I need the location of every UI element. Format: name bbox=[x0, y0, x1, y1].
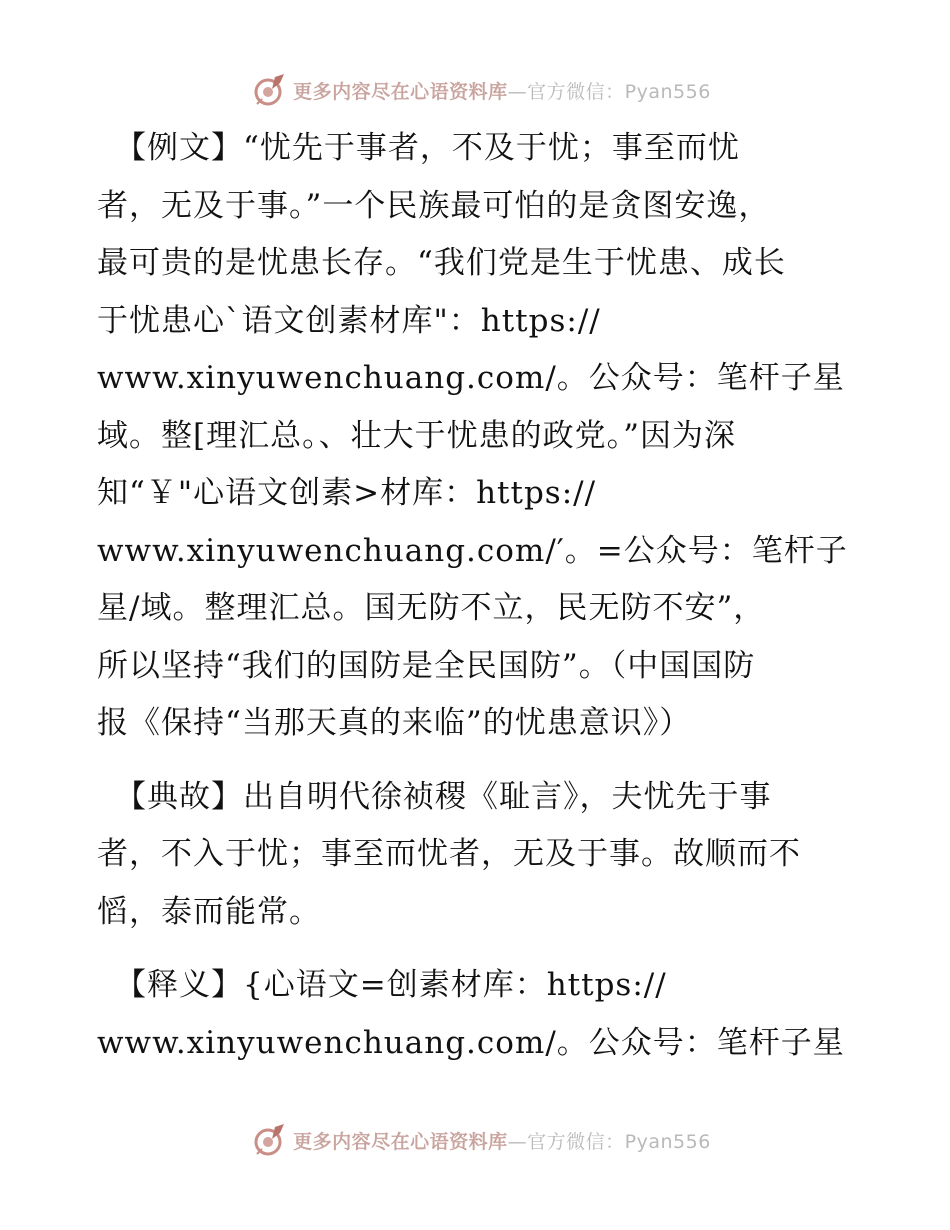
brush-logo-icon bbox=[253, 73, 287, 107]
document-body bbox=[97, 120, 857, 1072]
header-banner-inner bbox=[253, 73, 711, 107]
text-line: 者，无及于事。”一个民族最可怕的是贪图安逸， bbox=[97, 187, 771, 224]
text-line: 知“￥"心语文创素>材库：https:// bbox=[97, 475, 597, 511]
text-line: 者，不入于忧；事至而忧者，无及于事。故顺而不 bbox=[97, 836, 801, 872]
footer-banner-inner bbox=[253, 1123, 711, 1157]
meaning-paragraph bbox=[97, 957, 857, 1072]
text-line: www.xinyuwenchuang.com/。公众号：笔杆子星 bbox=[97, 360, 845, 396]
footer-banner bbox=[0, 1120, 950, 1160]
text-line: www.xinyuwenchuang.com/′。=公众号：笔杆子 bbox=[97, 532, 848, 569]
text-line: 【释义】{心语文=创素材库：https:// bbox=[115, 967, 667, 1003]
text-line: 报《保持“当那天真的来临”的忧患意识》） bbox=[97, 705, 692, 741]
banner-text bbox=[293, 1127, 711, 1154]
banner-text bbox=[293, 77, 711, 104]
paragraph-spacer bbox=[97, 941, 857, 957]
text-line: 慆，泰而能常。 bbox=[97, 893, 321, 930]
banner-wechat: —官方微信：Pyan556 bbox=[507, 1130, 711, 1153]
text-line: 【典故】出自明代徐祯稷《耻言》，夫忧先于事 bbox=[115, 778, 772, 815]
paragraph-spacer bbox=[97, 753, 857, 769]
example-paragraph bbox=[97, 120, 857, 753]
text-line: 最可贵的是忧患长存。“我们党是生于忧患、成长 bbox=[97, 245, 786, 281]
text-line: 所以坚持“我们的国防是全民国防”。（中国国防 bbox=[97, 647, 756, 684]
allusion-paragraph bbox=[97, 769, 857, 942]
banner-wechat: —官方微信：Pyan556 bbox=[507, 80, 711, 103]
text-line: 【例文】“忧先于事者，不及于忧；事至而忧 bbox=[115, 130, 740, 166]
text-line: www.xinyuwenchuang.com/。公众号：笔杆子星 bbox=[97, 1024, 845, 1061]
brush-logo-icon bbox=[253, 1123, 287, 1157]
text-line: 星/域。整理汇总。国无防不立，民无防不安”， bbox=[97, 590, 766, 626]
text-line: 于忧患心`语文创素材库"：https:// bbox=[97, 302, 601, 339]
banner-site-name: 更多内容尽在心语资料库 bbox=[293, 1130, 508, 1153]
text-line: 域。整[理汇总。、壮大于忧患的政党。”因为深 bbox=[97, 417, 736, 454]
header-banner bbox=[0, 70, 950, 110]
banner-site-name: 更多内容尽在心语资料库 bbox=[293, 80, 508, 103]
